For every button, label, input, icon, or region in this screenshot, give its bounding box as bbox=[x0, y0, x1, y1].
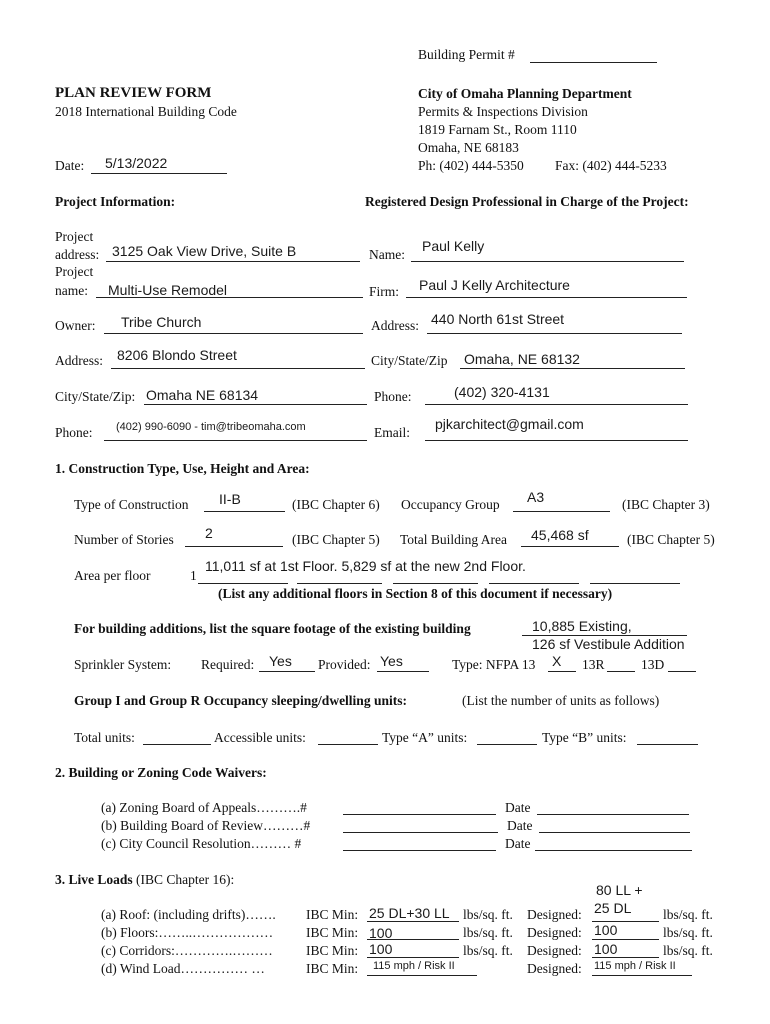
occupancy-group-label: Occupancy Group bbox=[401, 497, 500, 512]
nfpa-13d-label: 13D bbox=[641, 657, 665, 672]
waiver-council-date-field[interactable] bbox=[535, 850, 692, 851]
floors-min-field[interactable] bbox=[367, 925, 459, 941]
nfpa-13-mark: X bbox=[552, 653, 562, 669]
area-floor-5-field[interactable] bbox=[590, 583, 680, 584]
construction-type-label: Type of Construction bbox=[74, 497, 189, 512]
accessible-units-field[interactable] bbox=[318, 744, 378, 745]
type-b-units-label: Type “B” units: bbox=[542, 730, 627, 745]
section2-heading: 2. Building or Zoning Code Waivers: bbox=[55, 765, 267, 780]
project-name-label-1: Project bbox=[55, 264, 94, 279]
sprinkler-provided-value: Yes bbox=[380, 653, 403, 669]
division-name: Permits & Inspections Division bbox=[418, 104, 588, 119]
construction-type-value: II-B bbox=[219, 491, 241, 507]
nfpa-13r-label: 13R bbox=[582, 657, 605, 672]
waiver-council-number-field[interactable] bbox=[343, 850, 496, 851]
number-of-stories-field[interactable] bbox=[185, 525, 283, 547]
owner-csz-field[interactable] bbox=[144, 387, 367, 405]
additions-value-2: 126 sf Vestibule Addition bbox=[532, 636, 685, 652]
wind-ibc-min-label: IBC Min: bbox=[306, 961, 359, 976]
building-permit-label: Building Permit # bbox=[418, 47, 515, 62]
area-floor-2-field[interactable] bbox=[297, 583, 382, 584]
waiver-zoning-date-field[interactable] bbox=[537, 814, 689, 815]
area-floor-1-field[interactable] bbox=[198, 583, 288, 584]
department-fax: Fax: (402) 444-5233 bbox=[555, 158, 667, 173]
project-name-label-2: name: bbox=[55, 283, 88, 298]
corridors-designed-units: lbs/sq. ft. bbox=[663, 943, 713, 958]
project-address-label-1: Project bbox=[55, 229, 94, 244]
sprinkler-provided-field[interactable] bbox=[377, 653, 429, 672]
accessible-units-label: Accessible units: bbox=[214, 730, 306, 745]
firm-field[interactable] bbox=[406, 277, 687, 298]
floors-designed-units: lbs/sq. ft. bbox=[663, 925, 713, 940]
professional-name-field[interactable] bbox=[411, 238, 684, 262]
owner-phone-value: (402) 990-6090 - tim@tribeomaha.com bbox=[116, 421, 306, 433]
corridors-units: lbs/sq. ft. bbox=[463, 943, 513, 958]
professional-email-label: Email: bbox=[374, 425, 410, 440]
sprinkler-provided-label: Provided: bbox=[318, 657, 371, 672]
waiver-zoning-number-field[interactable] bbox=[343, 814, 496, 815]
waiver-council-label: (c) City Council Resolution……… # bbox=[101, 836, 302, 851]
total-units-label: Total units: bbox=[74, 730, 135, 745]
corridors-designed-value: 100 bbox=[594, 941, 618, 957]
professional-csz-label: City/State/Zip bbox=[371, 353, 448, 368]
building-permit-field[interactable] bbox=[530, 62, 657, 63]
floors-units: lbs/sq. ft. bbox=[463, 925, 513, 940]
owner-phone-label: Phone: bbox=[55, 425, 93, 440]
wind-min-value: 115 mph / Risk II bbox=[373, 960, 455, 972]
owner-phone-field[interactable] bbox=[104, 421, 367, 441]
corridors-designed-label: Designed: bbox=[527, 943, 582, 958]
area-per-floor-value: 11,011 sf at 1st Floor. 5,829 sf at the new 2nd Floor. bbox=[205, 558, 526, 574]
project-address-value: 3125 Oak View Drive, Suite B bbox=[112, 243, 297, 259]
roof-min-value: 25 DL+30 LL bbox=[369, 905, 450, 921]
floors-designed-field[interactable] bbox=[592, 922, 659, 940]
roof-units: lbs/sq. ft. bbox=[463, 907, 513, 922]
project-name-value: Multi-Use Remodel bbox=[108, 282, 228, 298]
waiver-building-date-label: Date bbox=[507, 818, 533, 833]
wind-designed-value: 115 mph / Risk II bbox=[594, 960, 676, 972]
wind-designed-field[interactable] bbox=[592, 960, 692, 976]
sprinkler-required-label: Required: bbox=[201, 657, 255, 672]
firm-value: Paul J Kelly Architecture bbox=[419, 277, 570, 293]
total-building-area-field[interactable] bbox=[521, 527, 619, 547]
floors-label: (b) Floors:……..……………… bbox=[101, 925, 274, 940]
additions-value-1: 10,885 Existing, bbox=[532, 618, 632, 634]
sprinkler-system-label: Sprinkler System: bbox=[74, 657, 172, 672]
wind-min-field[interactable] bbox=[367, 960, 477, 976]
owner-value: Tribe Church bbox=[121, 314, 202, 330]
firm-label: Firm: bbox=[369, 284, 400, 299]
date-value: 5/13/2022 bbox=[105, 155, 168, 171]
design-professional-heading: Registered Design Professional in Charge of the Project: bbox=[365, 194, 689, 209]
professional-csz-field[interactable] bbox=[460, 351, 685, 369]
department-phone: Ph: (402) 444-5350 bbox=[418, 158, 524, 173]
occupancy-group-field[interactable] bbox=[513, 489, 610, 512]
floors-designed-label: Designed: bbox=[527, 925, 582, 940]
floors-ibc-min-label: IBC Min: bbox=[306, 925, 359, 940]
roof-designed-value-1: 80 LL + bbox=[596, 882, 643, 898]
professional-address-field[interactable] bbox=[427, 311, 682, 334]
owner-address-label: Address: bbox=[55, 353, 103, 368]
corridors-ibc-min-label: IBC Min: bbox=[306, 943, 359, 958]
nfpa-13r-field[interactable] bbox=[607, 671, 635, 672]
project-info-heading: Project Information: bbox=[55, 194, 176, 209]
number-of-stories-value: 2 bbox=[205, 525, 213, 541]
number-of-stories-label: Number of Stories bbox=[74, 532, 174, 547]
professional-name-label: Name: bbox=[369, 247, 405, 262]
code-edition: 2018 International Building Code bbox=[55, 104, 237, 119]
sprinkler-required-field[interactable] bbox=[259, 653, 315, 672]
nfpa-type-label: Type: NFPA 13 bbox=[452, 657, 536, 672]
occupancy-group-value: A3 bbox=[527, 489, 545, 505]
owner-csz-value: Omaha NE 68134 bbox=[146, 387, 259, 403]
owner-field[interactable] bbox=[104, 314, 363, 334]
area-floor-4-field[interactable] bbox=[489, 583, 579, 584]
corridors-label: (c) Corridors:………….……… bbox=[101, 943, 273, 958]
section3-heading-ref: (IBC Chapter 16): bbox=[136, 872, 235, 887]
floors-min-value: 100 bbox=[369, 925, 393, 941]
professional-phone-label: Phone: bbox=[374, 389, 412, 404]
project-address-label-2: address: bbox=[55, 247, 100, 262]
project-name-field[interactable] bbox=[96, 282, 363, 298]
professional-phone-field[interactable] bbox=[425, 384, 688, 405]
waiver-building-date-field[interactable] bbox=[539, 832, 690, 833]
waiver-building-number-field[interactable] bbox=[343, 832, 498, 833]
section1-heading: 1. Construction Type, Use, Height and Area: bbox=[55, 461, 310, 476]
project-address-field[interactable] bbox=[106, 243, 360, 262]
department-name: City of Omaha Planning Department bbox=[418, 86, 632, 101]
waiver-building-label: (b) Building Board of Review………# bbox=[101, 818, 311, 833]
owner-label: Owner: bbox=[55, 318, 96, 333]
section3-heading-wrap bbox=[55, 872, 234, 888]
wind-load-label: (d) Wind Load…………… … bbox=[101, 961, 265, 976]
date-label: Date: bbox=[55, 158, 85, 173]
professional-name-value: Paul Kelly bbox=[422, 238, 485, 254]
owner-address-value: 8206 Blondo Street bbox=[117, 347, 237, 363]
ibc-chapter-5-ref-a: (IBC Chapter 5) bbox=[292, 532, 380, 547]
area-per-floor-number: 1 bbox=[190, 568, 197, 583]
roof-min-field[interactable] bbox=[367, 905, 459, 922]
roof-ibc-min-label: IBC Min: bbox=[306, 907, 359, 922]
roof-designed-units: lbs/sq. ft. bbox=[663, 907, 713, 922]
date-field[interactable] bbox=[91, 155, 227, 174]
professional-csz-value: Omaha, NE 68132 bbox=[464, 351, 580, 367]
roof-label: (a) Roof: (including drifts)……. bbox=[101, 907, 276, 922]
waiver-council-date-label: Date bbox=[505, 836, 531, 851]
section3-heading: 3. Live Loads bbox=[55, 872, 133, 887]
area-per-floor-label: Area per floor bbox=[74, 568, 151, 583]
area-per-floor-note: (List any additional floors in Section 8 of this document if necessary) bbox=[218, 586, 613, 601]
department-city: Omaha, NE 68183 bbox=[418, 140, 519, 155]
total-units-field[interactable] bbox=[143, 744, 211, 745]
corridors-min-value: 100 bbox=[369, 941, 393, 957]
owner-address-field[interactable] bbox=[111, 347, 365, 369]
owner-csz-label: City/State/Zip: bbox=[55, 389, 136, 404]
roof-designed-label: Designed: bbox=[527, 907, 582, 922]
professional-phone-value: (402) 320-4131 bbox=[454, 384, 550, 400]
total-building-area-value: 45,468 sf bbox=[531, 527, 589, 543]
ibc-chapter-5-ref-b: (IBC Chapter 5) bbox=[627, 532, 715, 547]
professional-address-value: 440 North 61st Street bbox=[431, 311, 565, 327]
occupancy-units-heading: Group I and Group R Occupancy sleeping/dwelling units: bbox=[74, 693, 407, 708]
type-b-units-field[interactable] bbox=[637, 744, 698, 745]
ibc-chapter-3-ref: (IBC Chapter 3) bbox=[622, 497, 710, 512]
professional-email-field[interactable] bbox=[425, 416, 688, 441]
sprinkler-required-value: Yes bbox=[269, 653, 292, 669]
ibc-chapter-6-ref: (IBC Chapter 6) bbox=[292, 497, 380, 512]
nfpa-13-field[interactable] bbox=[548, 653, 576, 672]
professional-address-label: Address: bbox=[371, 318, 419, 333]
department-address: 1819 Farnam St., Room 1110 bbox=[418, 122, 577, 137]
occupancy-units-note: (List the number of units as follows) bbox=[462, 693, 660, 708]
nfpa-13d-field[interactable] bbox=[668, 671, 696, 672]
type-a-units-label: Type “A” units: bbox=[382, 730, 468, 745]
type-a-units-field[interactable] bbox=[477, 744, 537, 745]
professional-email-value: pjkarchitect@gmail.com bbox=[435, 416, 584, 432]
waiver-zoning-date-label: Date bbox=[505, 800, 531, 815]
area-floor-3-field[interactable] bbox=[393, 583, 478, 584]
form-title: PLAN REVIEW FORM bbox=[55, 85, 212, 101]
additions-label: For building additions, list the square footage of the existing building bbox=[74, 621, 471, 636]
floors-designed-value: 100 bbox=[594, 922, 618, 938]
waiver-zoning-label: (a) Zoning Board of Appeals……….# bbox=[101, 800, 307, 815]
total-building-area-label: Total Building Area bbox=[400, 532, 508, 547]
roof-designed-value-2: 25 DL bbox=[594, 900, 632, 916]
construction-type-field[interactable] bbox=[204, 491, 285, 512]
wind-designed-label: Designed: bbox=[527, 961, 582, 976]
